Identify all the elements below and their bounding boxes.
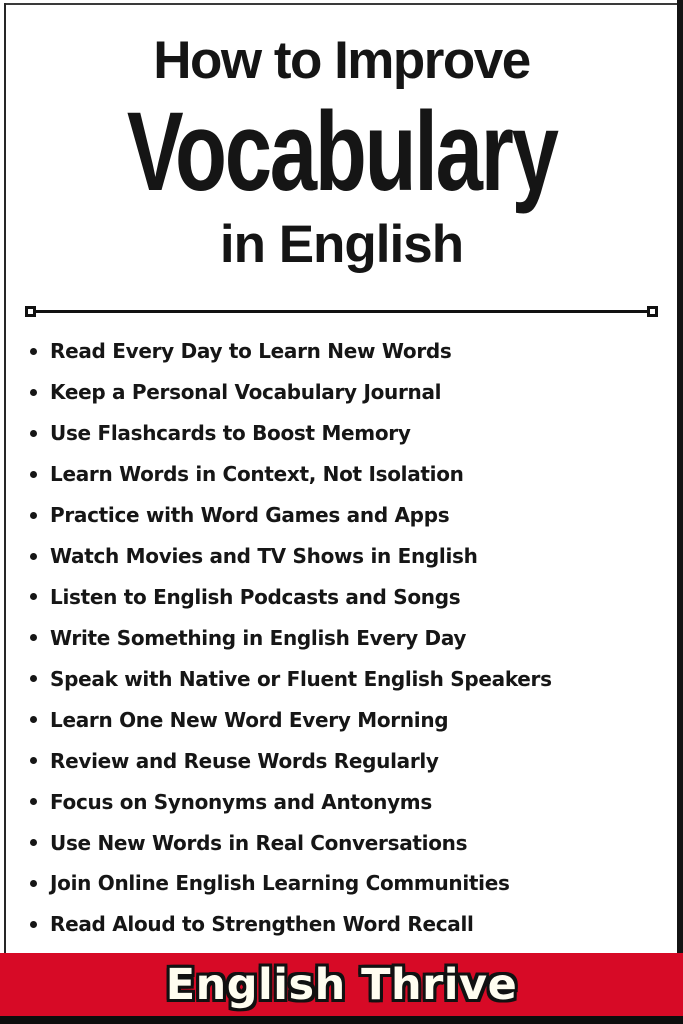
list-item: [30, 413, 669, 454]
bullet-icon: [30, 839, 37, 846]
tip-text: Learn Words in Context, Not Isolation: [50, 462, 464, 487]
bullet-icon: [30, 389, 37, 396]
tip-text: Listen to English Podcasts and Songs: [50, 584, 461, 609]
bullet-icon: [30, 593, 37, 600]
tip-text: Use Flashcards to Boost Memory: [50, 421, 411, 446]
tip-text: Review and Reuse Words Regularly: [50, 748, 439, 773]
bullet-icon: [30, 553, 37, 560]
divider-endpoint-left-icon: [25, 306, 36, 317]
bullet-icon: [30, 512, 37, 519]
bullet-icon: [30, 921, 37, 928]
list-item: [30, 699, 669, 740]
list-item: [30, 658, 669, 699]
divider-line: [36, 310, 647, 313]
frame-border-top: [4, 3, 677, 5]
bullet-icon: [30, 348, 37, 355]
list-item: [30, 454, 669, 495]
tip-text: Read Every Day to Learn New Words: [50, 339, 452, 364]
footer-banner: [0, 953, 683, 1016]
frame-border-bottom: [0, 1016, 683, 1024]
list-item: [30, 331, 669, 372]
list-item: [30, 781, 669, 822]
list-item: [30, 536, 669, 577]
list-item: [30, 495, 669, 536]
tip-text: Speak with Native or Fluent English Speakers: [50, 666, 552, 691]
list-item: [30, 822, 669, 863]
list-item: [30, 577, 669, 618]
tips-list: [30, 331, 669, 945]
bullet-icon: [30, 757, 37, 764]
bullet-icon: [30, 880, 37, 887]
list-item: [30, 372, 669, 413]
tip-text: Learn One New Word Every Morning: [50, 707, 449, 732]
bullet-icon: [30, 675, 37, 682]
bullet-icon: [30, 430, 37, 437]
list-item: [30, 617, 669, 658]
list-item: [30, 740, 669, 781]
title-line-2-wrap: [0, 89, 683, 214]
title-line-1: How to Improve: [153, 31, 530, 90]
tip-text: Use New Words in Real Conversations: [50, 830, 468, 855]
tip-text: Watch Movies and TV Shows in English: [50, 544, 478, 569]
title-block: [0, 33, 683, 273]
tip-text: Keep a Personal Vocabulary Journal: [50, 380, 442, 405]
tip-text: Read Aloud to Strengthen Word Recall: [50, 912, 474, 937]
section-divider: [25, 304, 658, 318]
list-item: [30, 863, 669, 904]
tip-text: Join Online English Learning Communities: [50, 871, 510, 896]
brand-name: English Thrive: [165, 959, 518, 1010]
list-item: [30, 904, 669, 945]
tip-text: Focus on Synonyms and Antonyms: [50, 789, 432, 814]
bullet-icon: [30, 471, 37, 478]
bullet-icon: [30, 716, 37, 723]
divider-endpoint-right-icon: [647, 306, 658, 317]
bullet-icon: [30, 634, 37, 641]
title-line-3: in English: [219, 215, 464, 274]
tip-text: Write Something in English Every Day: [50, 625, 467, 650]
bullet-icon: [30, 798, 37, 805]
tip-text: Practice with Word Games and Apps: [50, 503, 450, 528]
title-line-2: Vocabulary: [126, 89, 557, 214]
